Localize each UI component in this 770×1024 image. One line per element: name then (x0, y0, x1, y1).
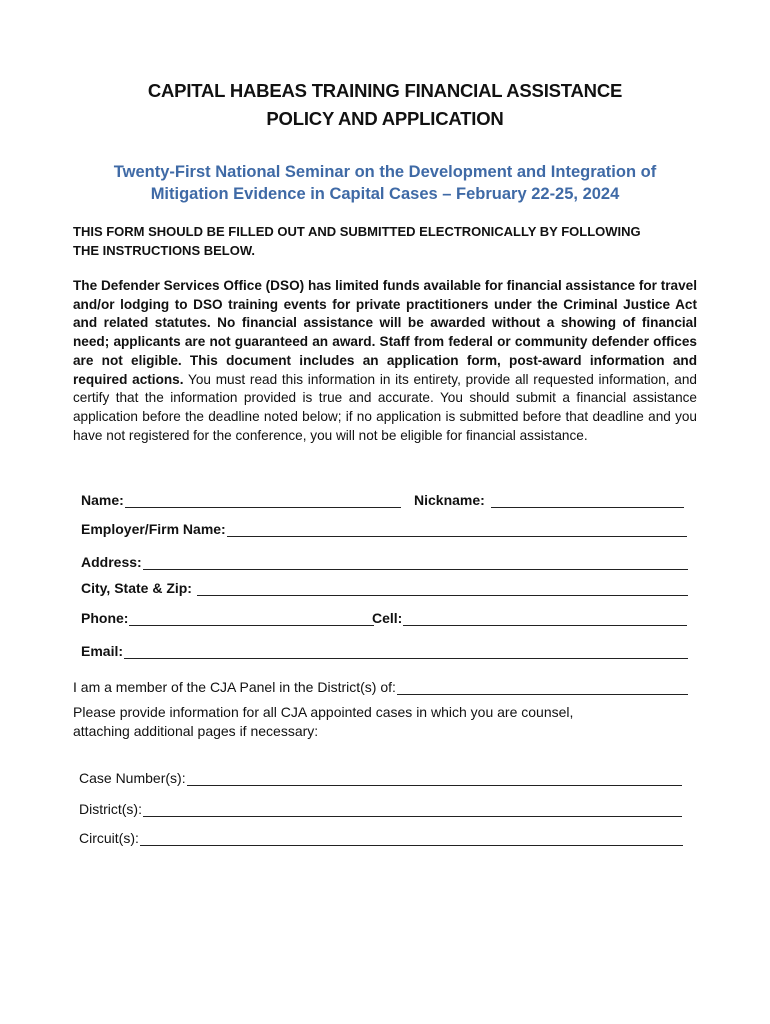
address-label: Address: (81, 554, 142, 570)
districts-input-line[interactable] (143, 802, 682, 817)
email-field[interactable] (81, 639, 688, 659)
cja-instructions-line-2: attaching additional pages if necessary: (73, 723, 319, 739)
name-label: Name: (81, 492, 124, 508)
intro-bold-text: The Defender Services Office (DSO) has limited funds available for financial assistance for travel and/or lodging to DSO training events for private practitioners under the Criminal Justice Act and related statutes. No financial assistance will be awarded without a showing of financial need; applicants are not guaranteed an award. Staff from federal or community defender offices are not eligible. This document includes an application form, post-award information and required actions. (73, 278, 698, 387)
circuits-label: Circuit(s): (79, 830, 139, 846)
cja-district-field[interactable] (73, 675, 688, 695)
cja-instructions-line-1: Please provide information for all CJA appointed cases in which you are counsel, (73, 704, 574, 720)
employer-input-line[interactable] (227, 522, 687, 537)
phone-label: Phone: (81, 610, 129, 626)
districts-label: District(s): (79, 801, 142, 817)
name-field[interactable] (81, 488, 401, 508)
cja-district-label: I am a member of the CJA Panel in the District(s) of: (73, 679, 396, 695)
email-label: Email: (81, 643, 124, 659)
phone-input-line[interactable] (129, 611, 374, 626)
address-input-line[interactable] (143, 555, 688, 570)
cell-field[interactable] (372, 606, 687, 626)
case-numbers-field[interactable] (79, 766, 682, 786)
case-numbers-input-line[interactable] (187, 771, 682, 786)
address-field[interactable] (81, 550, 688, 570)
city-state-zip-label: City, State & Zip: (81, 580, 192, 596)
cell-input-line[interactable] (403, 611, 687, 626)
nickname-label: Nickname: (414, 492, 485, 508)
title-line-1: CAPITAL HABEAS TRAINING FINANCIAL ASSISTANCE (147, 80, 623, 101)
nickname-field[interactable] (414, 488, 684, 508)
case-numbers-label: Case Number(s): (79, 770, 186, 786)
subtitle-line-2: Mitigation Evidence in Capital Cases – February 22-25, 2024 (150, 185, 620, 203)
city-state-zip-input-line[interactable] (197, 581, 688, 596)
title-line-2: POLICY AND APPLICATION (266, 108, 504, 129)
cell-label: Cell: (372, 610, 403, 626)
districts-field[interactable] (79, 797, 682, 817)
circuits-input-line[interactable] (140, 831, 683, 846)
email-input-line[interactable] (124, 644, 688, 659)
name-input-line[interactable] (125, 493, 401, 508)
intro-normal-text: You must read this information in its entirety, provide all requested information, and certify that the information provided is true and accurate. You should submit a financial assistance application before the deadline noted below; if no application is submitted before that deadline and you have not registered for the conference, you will not be eligible for financial assistance. (73, 371, 697, 443)
nickname-input-line[interactable] (491, 493, 684, 508)
subtitle-line-1: Twenty-First National Seminar on the Development and Integration of (113, 163, 657, 181)
intro-paragraph (73, 277, 697, 445)
cja-instructions (73, 703, 693, 741)
notice-line-1: THIS FORM SHOULD BE FILLED OUT AND SUBMITTED ELECTRONICALLY BY FOLLOWING (73, 224, 641, 239)
notice-line-2: THE INSTRUCTIONS BELOW. (73, 243, 255, 258)
circuits-field[interactable] (79, 826, 683, 846)
electronic-submission-notice (73, 222, 703, 260)
city-state-zip-field[interactable] (81, 576, 688, 596)
cja-district-input-line[interactable] (397, 680, 688, 695)
employer-field[interactable] (81, 517, 687, 537)
phone-field[interactable] (81, 606, 374, 626)
employer-label: Employer/Firm Name: (81, 521, 226, 537)
